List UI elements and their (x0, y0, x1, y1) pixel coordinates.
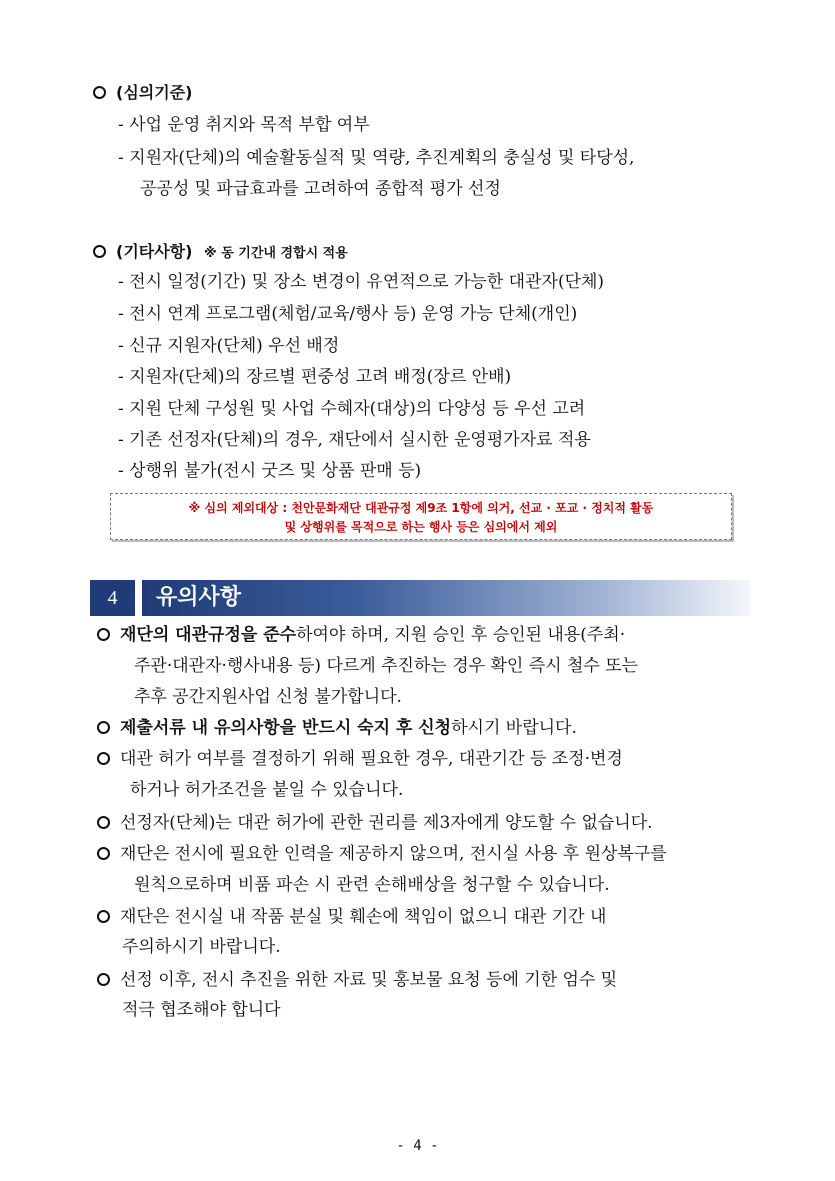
notice-item-continued: 주관·대관자·행사내용 등) 다르게 추진하는 경우 확인 즉시 철수 또는 (134, 656, 639, 676)
section-header (90, 580, 750, 616)
criteria-item-continued: 공공성 및 파급효과를 고려하여 종합적 평가 선정 (140, 179, 501, 199)
circle-bullet-icon (97, 910, 110, 923)
notice-item: 선정자(단체)는 대관 허가에 관한 권리를 제3자에게 양도할 수 없습니다. (97, 812, 653, 834)
criteria-heading: (심의기준) (93, 82, 192, 104)
page-number: - 4 - (396, 1138, 439, 1154)
section-title: 유의사항 (142, 580, 750, 616)
criteria-item: - 지원자(단체)의 예술활동실적 및 역량, 추진계획의 충실성 및 타당성, (118, 148, 635, 168)
notice-item-continued: 주의하시기 바랍니다. (122, 937, 281, 957)
other-item: - 기존 선정자(단체)의 경우, 재단에서 실시한 운영평가자료 적용 (118, 430, 591, 450)
circle-bullet-icon (97, 973, 110, 986)
circle-bullet-icon (97, 847, 110, 860)
exclusion-note-line1: ※ 심의 제외대상 : 천안문화재단 대관규정 제9조 1항에 의거, 선교 · 포교 · 정치적 활동 (188, 501, 654, 515)
other-item: - 지원자(단체)의 장르별 편중성 고려 배정(장르 안배) (118, 367, 512, 387)
notice-item: 대관 허가 여부를 결정하기 위해 필요한 경우, 대관기간 등 조정·변경 (97, 748, 623, 770)
circle-bullet-icon (93, 86, 106, 99)
criteria-item: - 사업 운영 취지와 목적 부합 여부 (118, 115, 370, 135)
other-item: - 상행위 불가(전시 굿즈 및 상품 판매 등) (118, 461, 422, 481)
other-heading: (기타사항) ※ 동 기간내 경합시 적용 (93, 241, 348, 265)
circle-bullet-icon (97, 816, 110, 829)
notice-item: 제출서류 내 유의사항을 반드시 숙지 후 신청하시기 바랍니다. (97, 717, 577, 739)
notice-item-continued: 추후 공간지원사업 신청 불가합니다. (134, 687, 402, 707)
exclusion-note-line2: 및 상행위를 목적으로 하는 행사 등은 심의에서 제외 (284, 520, 558, 534)
exclusion-note-box (110, 493, 732, 540)
notice-item: 선정 이후, 전시 추진을 위한 자료 및 홍보물 요청 등에 기한 엄수 및 (97, 969, 617, 991)
other-item: - 지원 단체 구성원 및 사업 수혜자(대상)의 다양성 등 우선 고려 (118, 399, 586, 419)
circle-bullet-icon (93, 245, 106, 258)
section-number: 4 (90, 580, 135, 616)
other-item: - 전시 일정(기간) 및 장소 변경이 유연적으로 가능한 대관자(단체) (118, 272, 605, 292)
notice-item: 재단의 대관규정을 준수하여야 하며, 지원 승인 후 승인된 내용(주최· (97, 624, 625, 646)
circle-bullet-icon (97, 721, 110, 734)
circle-bullet-icon (97, 752, 110, 765)
notice-item-continued: 하거나 허가조건을 붙일 수 있습니다. (130, 780, 404, 800)
other-heading-note: ※ 동 기간내 경합시 적용 (204, 246, 348, 261)
notice-item: 재단은 전시에 필요한 인력을 제공하지 않으며, 전시실 사용 후 원상복구를 (97, 843, 667, 865)
other-item: - 전시 연계 프로그램(체험/교육/행사 등) 운영 가능 단체(개인) (118, 304, 578, 324)
notice-item-continued: 원칙으로하며 비품 파손 시 관련 손해배상을 청구할 수 있습니다. (134, 875, 610, 895)
notice-item: 재단은 전시실 내 작품 분실 및 훼손에 책임이 없으니 대관 기간 내 (97, 906, 606, 928)
other-item: - 신규 지원자(단체) 우선 배정 (118, 336, 340, 356)
notice-item-continued: 적극 협조해야 합니다 (122, 1000, 281, 1020)
circle-bullet-icon (97, 628, 110, 641)
